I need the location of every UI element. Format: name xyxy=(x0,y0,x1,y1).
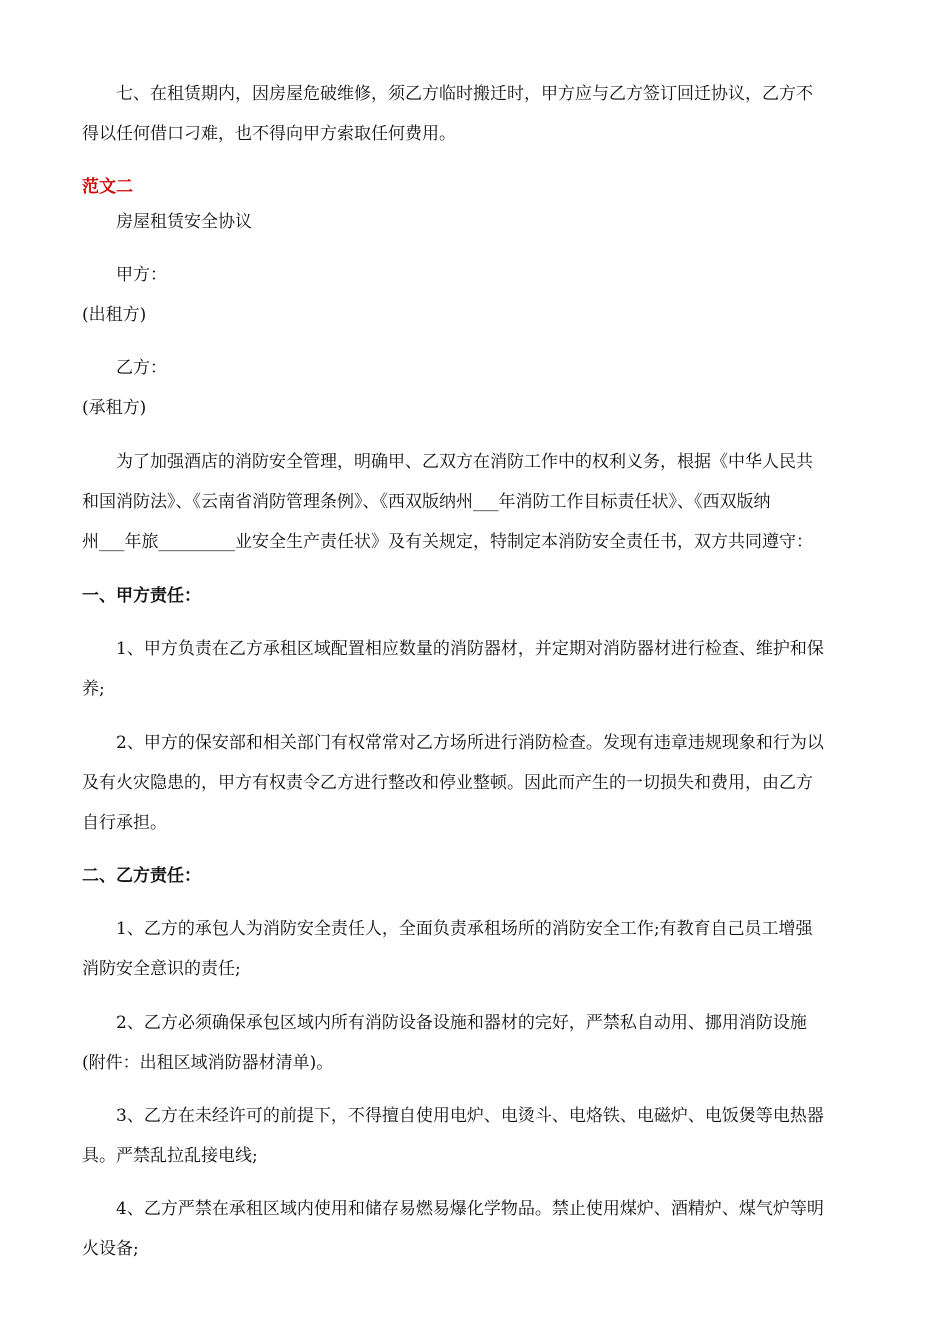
party-a-role: (出租方) xyxy=(82,305,147,325)
b3-line-1: 3、乙方在未经许可的前提下，不得擅自使用电炉、电烫斗、电烙铁、电磁炉、电饭煲等电热器 xyxy=(116,1106,824,1126)
clause-7-line-2: 得以任何借口刁难，也不得向甲方索取任何费用。 xyxy=(82,124,456,144)
a2-line-2: 及有火灾隐患的，甲方有权责令乙方进行整改和停业整顿。因此而产生的一切损失和费用，由乙方 xyxy=(82,773,813,793)
party-a-duties-heading: 一、甲方责任： xyxy=(82,586,201,606)
intro-line-1: 为了加强酒店的消防安全管理，明确甲、乙双方在消防工作中的权利义务，根据《中华人民共 xyxy=(116,452,813,472)
party-b-label: 乙方： xyxy=(116,358,167,378)
agreement-title: 房屋租赁安全协议 xyxy=(116,212,252,232)
b2-line-2: (附件：出租区域消防器材清单)。 xyxy=(82,1053,334,1073)
clause-7-line-1: 七、在租赁期内，因房屋危破维修，须乙方临时搬迁时，甲方应与乙方签订回迁协议，乙方不 xyxy=(116,84,813,104)
a1-line-2: 养; xyxy=(82,679,105,699)
party-b-duties-heading: 二、乙方责任： xyxy=(82,866,201,886)
b1-line-1: 1、乙方的承包人为消防安全责任人，全面负责承租场所的消防安全工作;有教育自己员工增强 xyxy=(116,919,813,939)
b1-line-2: 消防安全意识的责任; xyxy=(82,959,241,979)
b2-line-1: 2、乙方必须确保承包区域内所有消防设备设施和器材的完好，严禁私自动用、挪用消防设施 xyxy=(116,1013,807,1033)
intro-line-3: 州___年旅_________业安全生产责任状》及有关规定，特制定本消防安全责任书，双方共同遵守： xyxy=(82,532,813,552)
party-b-role: (承租方) xyxy=(82,398,147,418)
intro-line-2: 和国消防法》、《云南省消防管理条例》、《西双版纳州___年消防工作目标责任状》、《西双版纳 xyxy=(82,492,771,512)
a1-line-1: 1、甲方负责在乙方承租区域配置相应数量的消防器材，并定期对消防器材进行检查、维护和保 xyxy=(116,639,824,659)
section-heading: 范文二 xyxy=(82,177,133,197)
b4-line-1: 4、乙方严禁在承租区域内使用和储存易燃易爆化学物品。禁止使用煤炉、酒精炉、煤气炉等明 xyxy=(116,1199,824,1219)
b3-line-2: 具。严禁乱拉乱接电线; xyxy=(82,1146,258,1166)
b4-line-2: 火设备; xyxy=(82,1239,139,1259)
a2-line-3: 自行承担。 xyxy=(82,813,167,833)
a2-line-1: 2、甲方的保安部和相关部门有权常常对乙方场所进行消防检查。发现有违章违规现象和行为以 xyxy=(116,733,824,753)
party-a-label: 甲方： xyxy=(116,265,167,285)
